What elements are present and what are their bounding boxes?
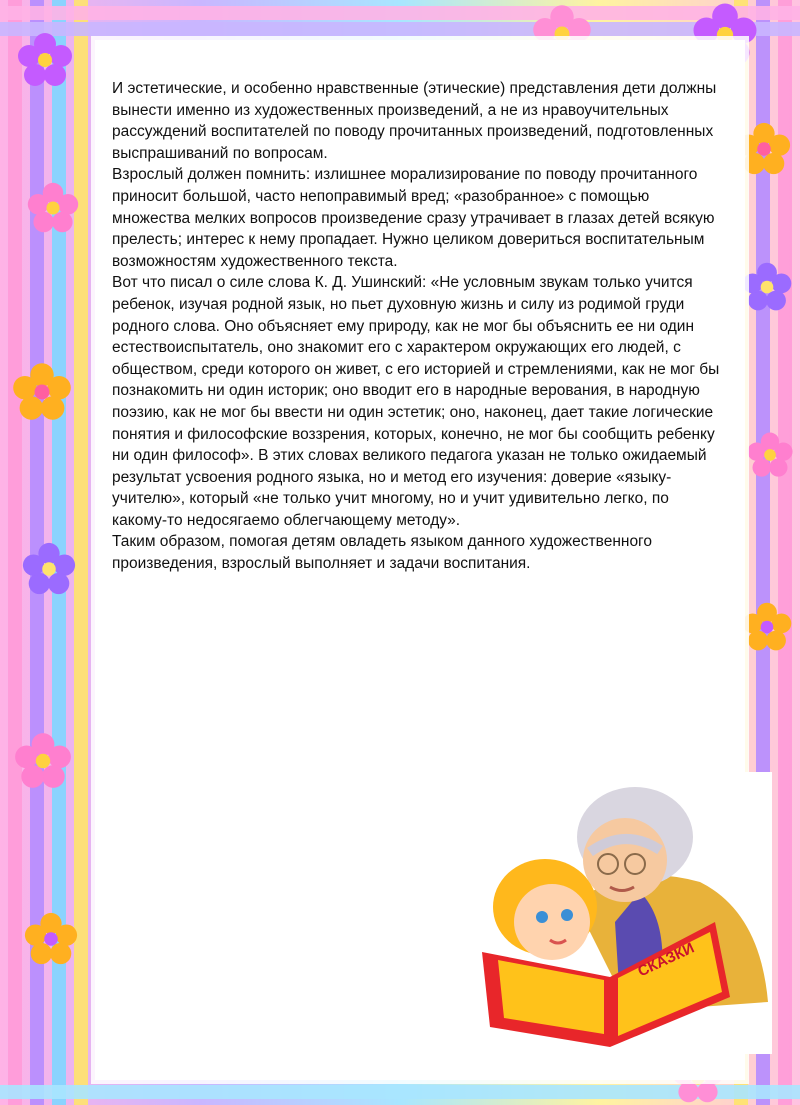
- paragraph: Взрослый должен помнить: излишнее морализирование по поводу прочитанного приносит большой, часто непоправимый вред; «разобранное» с помощью множества мелких вопросов произведение сразу утрачивает в глазах детей всякую прелесть; интерес к нему пропадает. Нужно целиком довериться воспитательным возможностям художественного текста.: [112, 166, 715, 270]
- border-stripe: [0, 22, 800, 36]
- flower-icon: [15, 30, 75, 90]
- flower-icon: [740, 260, 794, 314]
- grandmother-reading-illustration: [470, 772, 772, 1054]
- flower-icon: [25, 180, 81, 236]
- flower-icon: [20, 540, 78, 598]
- child-face: [514, 884, 590, 960]
- paragraph: Вот что писал о силе слова К. Д. Ушинский: «Не условным звукам только учится ребенок, изучая родной язык, но пьет духовную жизнь и силу из родимой груди родного слова. Оно объясняет ему природу, как не мог бы объяснить ее ни один естествоиспытатель, оно знакомит его с характером окружающих его людей, с обществом, среди которого он живет, с его историей и стремлениями, как не мог бы познакомить ни один историк; оно вводит его в народные верования, в народную поэзию, как не мог бы ввести ни один эстетик; оно, наконец, дает такие логические понятия и философские воззрения, которых, конечно, не мог бы сообщить ребенку ни один философ». В этих словах великого педагога указан не только ожидаемый результат усвоения родного языка, но и метод его изучения: доверие «языку-учителю», который «не только учит многому, но и учит удивительно легко, по какому-то недосягаемо облегчающему методу».: [112, 274, 720, 529]
- book-title: СКАЗКИ: [635, 939, 697, 981]
- paragraph: И эстетические, и особенно нравственные (этические) представления дети должны вынести именно из художественных произведений, а не из нравоучительных рассуждений воспитателей по поводу прочитанных произведений, подготовленных выспрашиваний по вопросам.: [112, 80, 717, 162]
- flower-icon: [10, 360, 74, 424]
- article-text: [112, 78, 724, 575]
- flower-icon: [740, 600, 794, 654]
- flower-icon: [745, 430, 795, 480]
- flower-icon: [12, 730, 74, 792]
- border-stripe: [0, 6, 800, 20]
- grandmother-child-book-image: [470, 772, 772, 1054]
- flower-icon: [22, 910, 80, 968]
- paragraph: Таким образом, помогая детям овладеть языком данного художественного произведения, взрослый выполняет и задачи воспитания.: [112, 533, 652, 573]
